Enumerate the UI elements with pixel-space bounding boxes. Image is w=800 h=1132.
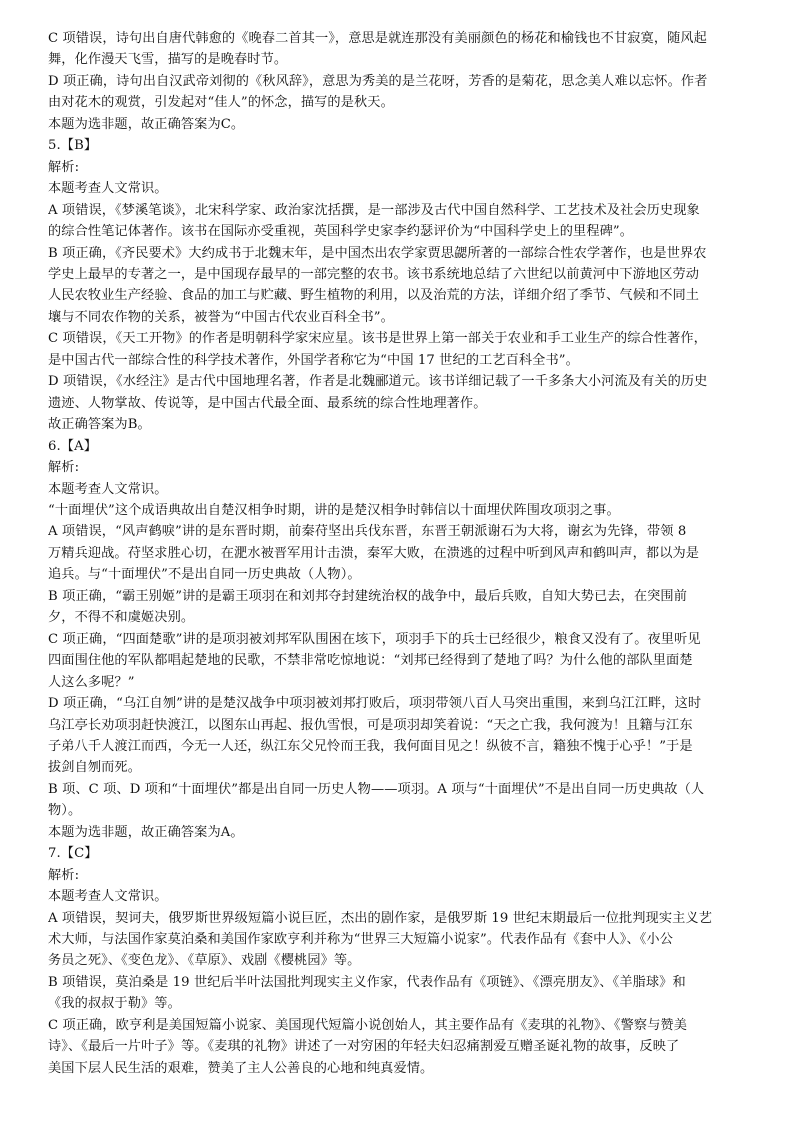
text-line: A 项错误，契诃夫，俄罗斯世界级短篇小说巨匠，杰出的剧作家，是俄罗斯 19 世纪末期最后一位批判现实主义艺 bbox=[48, 910, 712, 926]
text-line: 壤与不同农作物的关系，被誉为“中国古代农业百科全书”。 bbox=[48, 309, 394, 325]
text-line: 美国下层人民生活的艰难，赞美了主人公善良的心地和纯真爱情。 bbox=[48, 1060, 434, 1076]
text-line: C 项正确，欧亨利是美国短篇小说家、美国现代短篇小说创始人，其主要作品有《麦琪的礼物》、《警察与赞美 bbox=[48, 1017, 688, 1033]
analysis-heading: 解析: bbox=[48, 159, 80, 175]
text-line: 《我的叔叔于勒》等。 bbox=[48, 996, 181, 1012]
text-line: C 项错误，诗句出自唐代韩愈的《晚春二首其一》，意思是就连那没有美丽颜色的杨花和榆钱也不甘寂寞，随风起 bbox=[48, 31, 707, 46]
text-line: B 项正确，《齐民要术》大约成书于北魏末年，是中国杰出农学家贾思勰所著的一部综合性农学著作，也是世界农 bbox=[48, 245, 707, 261]
text-line: B 项正确，“霸王别姬”讲的是霸王项羽在和刘邦夺封建统治权的战争中，最后兵败，自知大势已去，在突围前 bbox=[48, 588, 687, 604]
question-number: 5.【B】 bbox=[48, 138, 98, 154]
text-line: 的综合性笔记体著作。该书在国际亦受重视，英国科学史家李约瑟评价为“中国科学史上的里程碑”。 bbox=[48, 224, 634, 240]
text-line: 子弟八千人渡江而西，今无一人还，纵江东父兄怜而王我，我何面目见之！纵彼不言，籍独不愧于心乎！”于是 bbox=[48, 738, 693, 754]
text-line: 追兵。与“十面埋伏”不是出自同一历史典故（人物）。 bbox=[48, 567, 361, 583]
text-line: A 项错误，《梦溪笔谈》，北宋科学家、政治家沈括撰，是一部涉及古代中国自然科学、工艺技术及社会历史现象 bbox=[48, 202, 700, 218]
text-line: C 项正确，“四面楚歌”讲的是项羽被刘邦军队围困在垓下，项羽手下的兵士已经很少，粮食又没有了。夜里听见 bbox=[48, 631, 701, 647]
answer-line: 本题为选非题，故正确答案为C。 bbox=[48, 116, 245, 132]
text-line: 术大师，与法国作家莫泊桑和美国作家欧亨利并称为“世界三大短篇小说家”。代表作品有《套中人》、《小公 bbox=[48, 932, 673, 948]
text-line: 本题考查人文常识。 bbox=[48, 889, 168, 905]
text-line: A 项错误，“风声鹤唳”讲的是东晋时期，前秦苻坚出兵伐东晋，东晋王朝派谢石为大将，谢玄为先锋，带领 8 bbox=[48, 524, 687, 540]
answer-line: 本题为选非题，故正确答案为A。 bbox=[48, 824, 244, 840]
text-line: 物）。 bbox=[48, 803, 82, 819]
document-page bbox=[48, 28, 764, 1079]
question-number: 6.【A】 bbox=[48, 438, 97, 454]
text-line: D 项正确，“乌江自刎”讲的是楚汉战争中项羽被刘邦打败后，项羽带领八百人马突出重围，来到乌江江畔，这时 bbox=[48, 696, 702, 712]
text-line: 舞，化作漫天飞雪，描写的是晚春时节。 bbox=[48, 52, 288, 68]
text-line: D 项正确，诗句出自汉武帝刘彻的《秋风辞》，意思为秀美的是兰花呀，芳香的是菊花，思念美人难以忘怀。作者 bbox=[48, 73, 708, 89]
text-line: 遗迹、人物掌故、传说等，是中国古代最全面、最系统的综合性地理著作。 bbox=[48, 395, 487, 411]
text-line: 四面围住他的军队都唱起楚地的民歌，不禁非常吃惊地说：“刘邦已经得到了楚地了吗？为什么他的部队里面楚 bbox=[48, 653, 693, 669]
text-line: 务员之死》、《变色龙》、《草原》、戏剧《樱桃园》等。 bbox=[48, 953, 361, 969]
text-line: 学史上最早的专著之一，是中国现存最早的一部完整的农书。该书系统地总结了六世纪以前黄河中下游地区劳动 bbox=[48, 266, 700, 282]
text-line: “十面埋伏”这个成语典故出自楚汉相争时期，讲的是楚汉相争时韩信以十面埋伏阵围攻项羽之事。 bbox=[48, 502, 620, 518]
text-line: D 项错误，《水经注》是古代中国地理名著，作者是北魏郦道元。该书详细记载了一千多条大小河流及有关的历史 bbox=[48, 374, 708, 390]
text-line: C 项错误，《天工开物》的作者是明朝科学家宋应星。该书是世界上第一部关于农业和手工业生产的综合性著作， bbox=[48, 331, 707, 347]
text-line: B 项、C 项、D 项和“十面埋伏”都是出自同一历史人物——项羽。A 项与“十面埋伏”不是出自同一历史典故（人 bbox=[48, 781, 705, 797]
text-line: 万精兵迎战。苻坚求胜心切，在淝水被晋军用计击溃，秦军大败，在溃逃的过程中听到风声和鹤叫声，都以为是 bbox=[48, 545, 700, 561]
text-line: 本题考查人文常识。 bbox=[48, 481, 168, 497]
analysis-heading: 解析: bbox=[48, 867, 80, 883]
text-line: 诗》、《最后一片叶子》等。《麦琪的礼物》讲述了一对穷困的年轻夫妇忍痛割爱互赠圣诞礼物的故事，反映了 bbox=[48, 1039, 680, 1055]
text-line: 夕，不得不和虞姬决别。 bbox=[48, 610, 195, 626]
text-line: 由对花木的观赏，引发起对“佳人”的怀念，描写的是秋天。 bbox=[48, 95, 394, 111]
text-line: 拔剑自刎而死。 bbox=[48, 760, 142, 776]
answer-line: 故正确答案为B。 bbox=[48, 417, 151, 433]
text-line: 人这么多呢？” bbox=[48, 674, 135, 690]
question-number: 7.【C】 bbox=[48, 846, 98, 862]
text-line: 人民农牧业生产经验、食品的加工与贮藏、野生植物的利用，以及治荒的方法，详细介绍了季节、气候和不同土 bbox=[48, 288, 700, 304]
text-line: B 项错误，莫泊桑是 19 世纪后半叶法国批判现实主义作家，代表作品有《项链》、《漂亮朋友》、《羊脂球》和 bbox=[48, 974, 686, 990]
text-line: 乌江亭长劝项羽赶快渡江，以图东山再起、报仇雪恨，可是项羽却笑着说：“天之亡我，我何渡为！且籍与江东 bbox=[48, 717, 693, 733]
text-line: 本题考查人文常识。 bbox=[48, 181, 168, 197]
analysis-heading: 解析: bbox=[48, 460, 80, 476]
text-line: 是中国古代一部综合性的科学技术著作，外国学者称它为“中国 17 世纪的工艺百科全书”。 bbox=[48, 352, 579, 368]
